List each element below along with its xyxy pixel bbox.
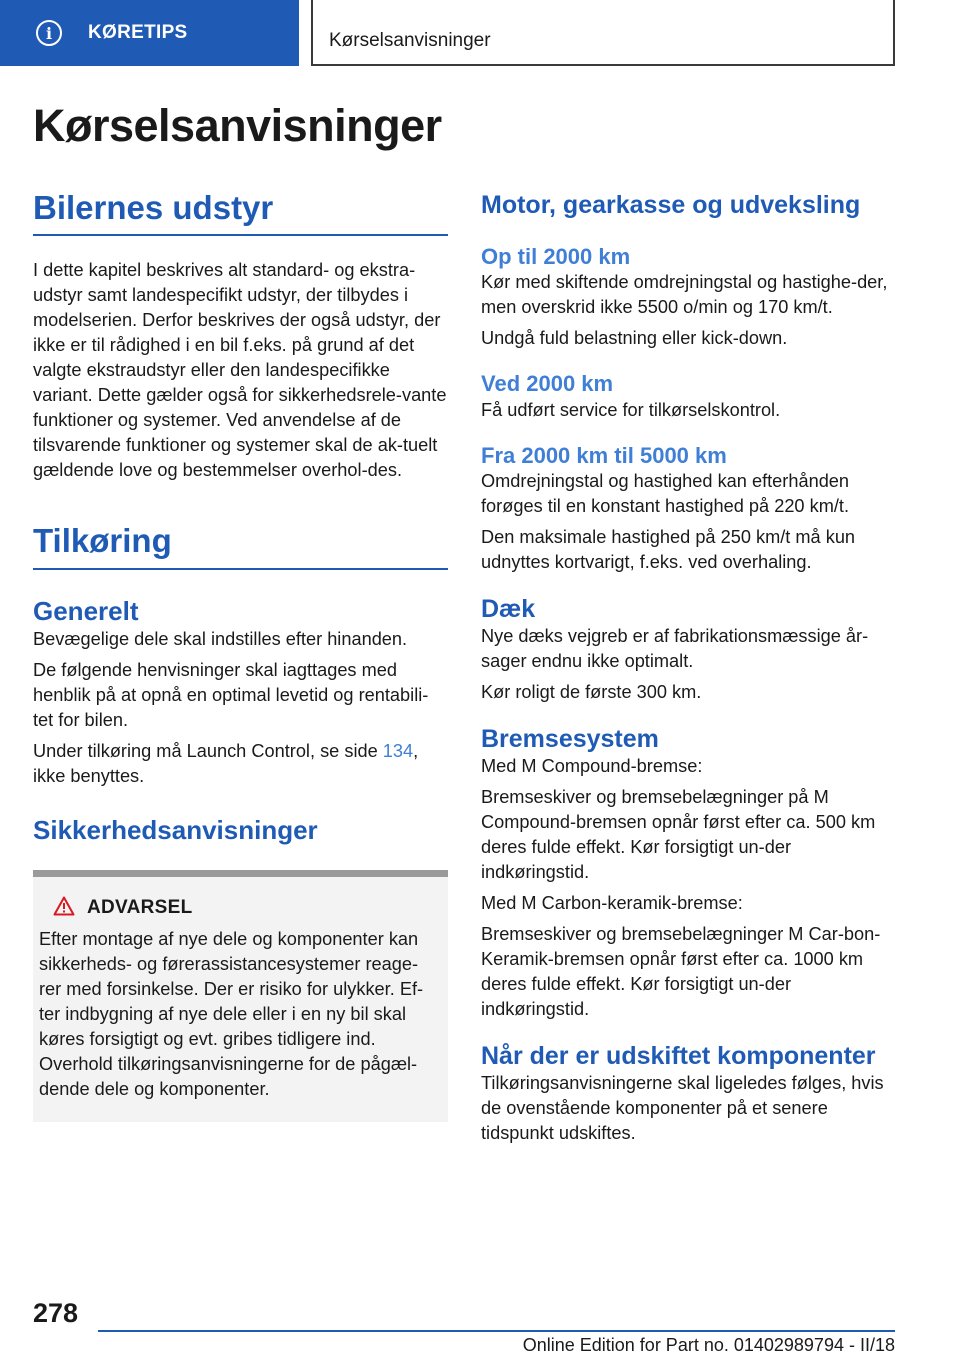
general-paragraph-2: De følgende henvisninger skal iagttages med henblik på at opnå en optimal levetid og rentabili-tet for bilen.: [33, 659, 429, 730]
tyres-heading: Dæk: [481, 595, 536, 624]
section-title-running-in: Tilkøring: [33, 522, 172, 560]
brakes-paragraph-2: Bremseskiver og bremsebelægninger på M Compound-bremsen opnår først efter ca. 500 km deres fulde effekt. Kør forsigtigt un-der indkøringstid.: [481, 787, 876, 883]
up-to-2000-heading: Op til 2000 km: [481, 244, 631, 269]
from-2000-paragraph-1: Omdrejningstal og hastighed kan efterhånden forøges til en konstant hastighed på 220 km/t.: [481, 471, 850, 517]
at-2000-heading: Ved 2000 km: [481, 371, 614, 397]
at-2000-paragraph: Få udført service for tilkørselskontrol.: [481, 399, 781, 420]
brakes-heading: Bremsesystem: [481, 725, 659, 754]
up-to-2000-paragraph-1: Kør med skiftende omdrejningstal og hastighe-der, men overskrid ikke 5500 o/min og 170 km/t.: [481, 272, 888, 318]
warning-header: [53, 897, 440, 919]
up-to-2000-paragraph-2: Undgå fuld belastning eller kick-down.: [481, 328, 788, 349]
tyres-paragraph-2: Kør roligt de første 300 km.: [481, 682, 702, 703]
brakes-paragraph-3: Med M Carbon-keramik-bremse:: [481, 893, 743, 914]
from-2000-to-5000-heading: Fra 2000 km til 5000 km: [481, 442, 727, 468]
equipment-paragraph: I dette kapitel beskrives alt standard- og ekstra-udstyr samt landespecifikt udstyr, der tilbydes i modelserien. Derfor beskrives der også udstyr, der ikke er til rådighed i en bil f.eks. på grund af det valgte ekstraudstyr eller den landespecifikke variant. Dette gælder også for sikkerhedsrele-vante funktioner og systemer. Ved anvendelse af de tilsvarende funktioner og systemer skal de ak-tuelt gældende love og bestemmelser overhol-des.: [33, 260, 447, 481]
edition-text: Online Edition for Part no. 01402989794 - II/18: [522, 1335, 895, 1355]
warning-label: ADVARSEL: [87, 896, 193, 918]
warning-text: Efter montage af nye dele og komponenter kan sikkerheds- og førerassistancesystemer reage-rer med forsinkelse. Der er risiko for ulykker. Ef-ter indbygning af nye dele eller i en ny bil skal køres forsigtigt og evt. gribes tidligere ind. Overhold tilkøringsanvisningerne for de pågæl-dende dele og komponenter.: [39, 928, 424, 1099]
engine-heading: Motor, gearkasse og udveksling: [481, 191, 861, 219]
left-column: [33, 190, 448, 1122]
section-running-in: [33, 523, 448, 1122]
breadcrumb: [311, 0, 895, 66]
safety-heading: Sikkerhedsanvisninger: [33, 814, 318, 845]
page-number: 278: [33, 1298, 79, 1328]
info-icon: i: [36, 20, 62, 46]
section-title-equipment: Bilernes udstyr: [33, 189, 274, 226]
breadcrumb-label: Kørselsanvisninger: [329, 30, 491, 51]
launch-control-text-2: ikke benyttes.: [33, 765, 145, 786]
general-paragraph-3: [33, 739, 448, 789]
brakes-paragraph-4: Bremseskiver og bremsebelægninger M Car-bon-Keramik-bremsen opnår først efter ca. 1000 km deres fulde effekt. Kør forsigtigt un-der indkøringstid.: [481, 924, 881, 1020]
footer-divider: [98, 1330, 895, 1332]
replaced-parts-paragraph: Tilkøringsanvisningerne skal ligeledes følges, hvis de ovenstående komponenter på et senere tidspunkt udskiftes.: [481, 1073, 884, 1144]
replaced-parts-heading: Når der er udskiftet komponenter: [481, 1042, 876, 1071]
tyres-paragraph-1: Nye dæks vejgreb er af fabrikationsmæssige år-sager endnu ikke optimalt.: [481, 626, 869, 672]
section-vehicle-equipment: [33, 190, 448, 483]
section-divider: [33, 234, 448, 236]
page-header: [0, 0, 960, 66]
punctuation: ,: [413, 740, 419, 761]
page-link-134[interactable]: 134: [382, 740, 414, 761]
launch-control-text: Under tilkøring må Launch Control, se side: [33, 740, 383, 761]
general-heading: Generelt: [33, 595, 139, 626]
chapter-tab[interactable]: [0, 0, 299, 66]
right-column: [481, 190, 901, 1146]
from-2000-paragraph-2: Den maksimale hastighed på 250 km/t må kun udnyttes kortvarigt, f.eks. ved overhaling.: [481, 527, 856, 573]
page-title: Kørselsanvisninger: [33, 100, 442, 151]
brakes-paragraph-1: Med M Compound-bremse:: [481, 756, 703, 777]
chapter-tab-label: KØRETIPS: [88, 22, 188, 43]
general-paragraph-1: Bevægelige dele skal indstilles efter hinanden.: [33, 628, 408, 649]
warning-box: [33, 870, 448, 1122]
section-divider: [33, 568, 448, 570]
